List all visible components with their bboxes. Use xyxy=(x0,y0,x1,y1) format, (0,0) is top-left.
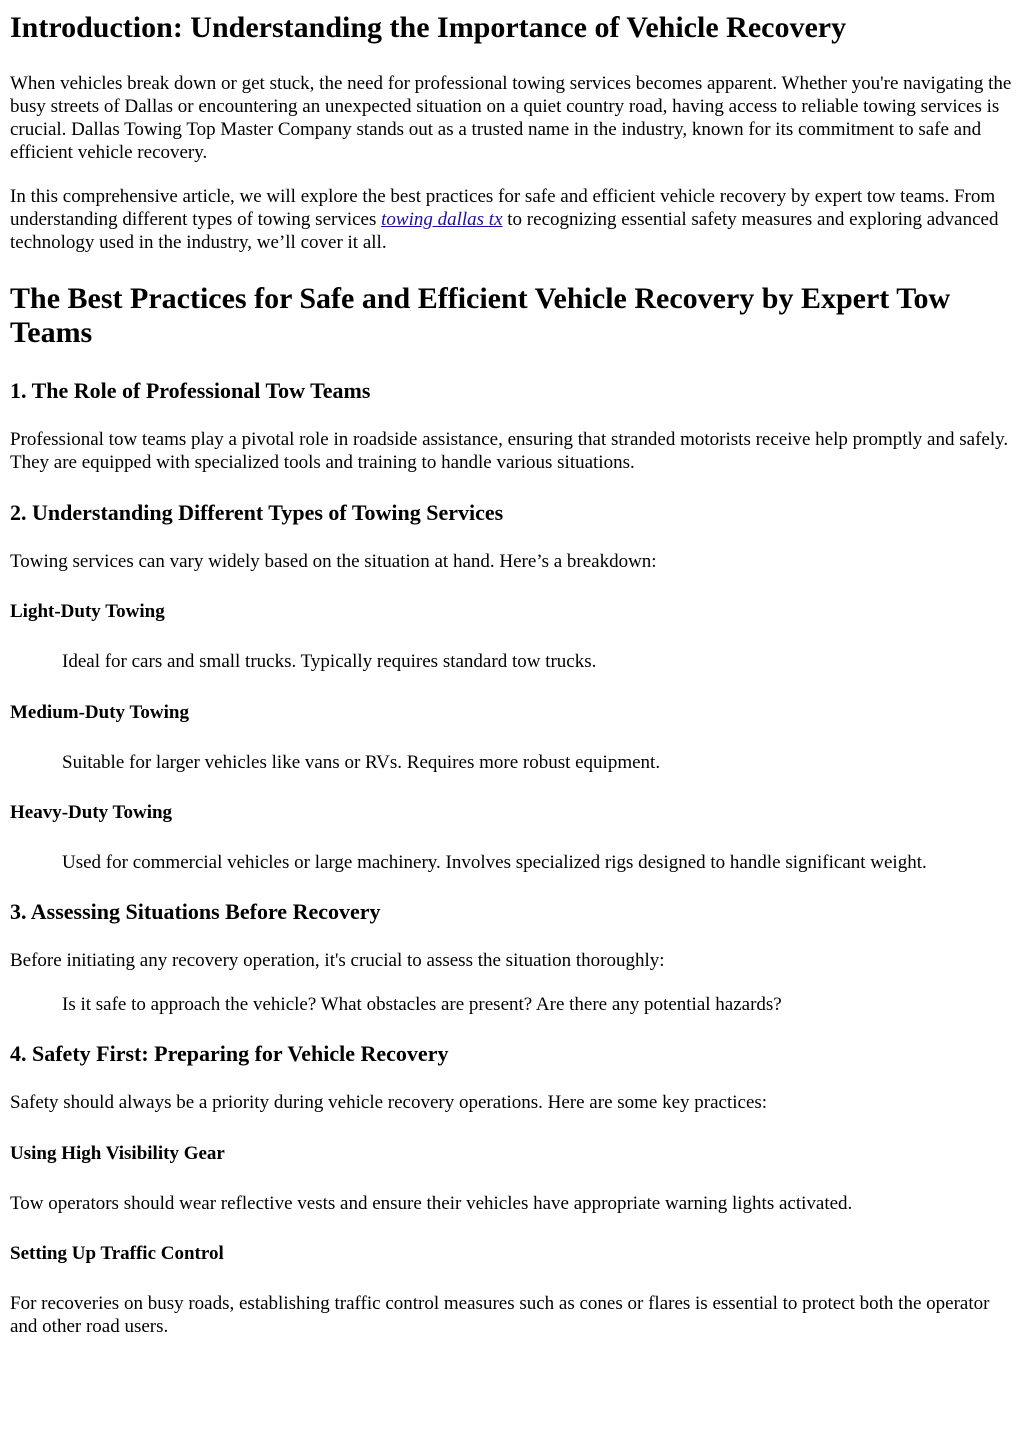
section-2-body: Towing services can vary widely based on the situation at hand. Here’s a breakdown: xyxy=(10,551,657,572)
medium-duty-heading: Medium-Duty Towing xyxy=(10,702,189,723)
traffic-control-heading: Setting Up Traffic Control xyxy=(10,1243,224,1264)
section-3-questions: Is it safe to approach the vehicle? What obstacles are present? Are there any potential hazards? xyxy=(62,994,782,1015)
main-title: The Best Practices for Safe and Efficient Vehicle Recovery by Expert Tow Teams xyxy=(10,282,951,349)
section-1-heading: 1. The Role of Professional Tow Teams xyxy=(10,378,371,403)
medium-duty-body: Suitable for larger vehicles like vans or RVs. Requires more robust equipment. xyxy=(62,752,661,773)
section-4-heading: 4. Safety First: Preparing for Vehicle Recovery xyxy=(10,1041,449,1066)
intro-paragraph-2 xyxy=(10,185,1014,254)
high-visibility-heading: Using High Visibility Gear xyxy=(10,1143,225,1164)
section-3-body: Before initiating any recovery operation, it's crucial to assess the situation thoroughly: xyxy=(10,950,665,971)
heavy-duty-body: Used for commercial vehicles or large machinery. Involves specialized rigs designed to handle significant weight. xyxy=(62,852,927,873)
light-duty-heading: Light-Duty Towing xyxy=(10,601,165,622)
section-2-heading: 2. Understanding Different Types of Towing Services xyxy=(10,500,504,525)
section-3-heading: 3. Assessing Situations Before Recovery xyxy=(10,899,381,924)
light-duty-body: Ideal for cars and small trucks. Typically requires standard tow trucks. xyxy=(62,651,597,672)
section-4-body: Safety should always be a priority during vehicle recovery operations. Here are some key practices: xyxy=(10,1092,768,1113)
intro-paragraph-1: When vehicles break down or get stuck, the need for professional towing services becomes apparent. Whether you're navigating the busy streets of Dallas or encountering an unexpected situation on a quiet country road, having access to reliable towing services is crucial. Dallas Towing Top Master Company stands out as a trusted name in the industry, known for its commitment to safe and efficient vehicle recovery. xyxy=(10,73,1012,163)
intro-title: Introduction: Understanding the Importance of Vehicle Recovery xyxy=(10,11,847,44)
intro-paragraph-2-lead: In this comprehensive article, we will explore the best practices for safe and efficient vehicle recovery by expert tow teams. From understanding different types of towing services xyxy=(10,186,996,230)
heavy-duty-heading: Heavy-Duty Towing xyxy=(10,802,173,823)
intro-paragraph-2-tail: to recognizing essential safety measures and exploring advanced technology used in the industry, we’ll cover it all. xyxy=(10,209,999,253)
traffic-control-body: For recoveries on busy roads, establishing traffic control measures such as cones or flares is essential to protect both the operator and other road users. xyxy=(10,1293,990,1337)
section-1-body: Professional tow teams play a pivotal role in roadside assistance, ensuring that stranded motorists receive help promptly and safely. They are equipped with specialized tools and training to handle various situations. xyxy=(10,429,1009,473)
towing-dallas-link[interactable]: towing dallas tx xyxy=(381,209,503,230)
high-visibility-body: Tow operators should wear reflective vests and ensure their vehicles have appropriate warning lights activated. xyxy=(10,1193,853,1214)
